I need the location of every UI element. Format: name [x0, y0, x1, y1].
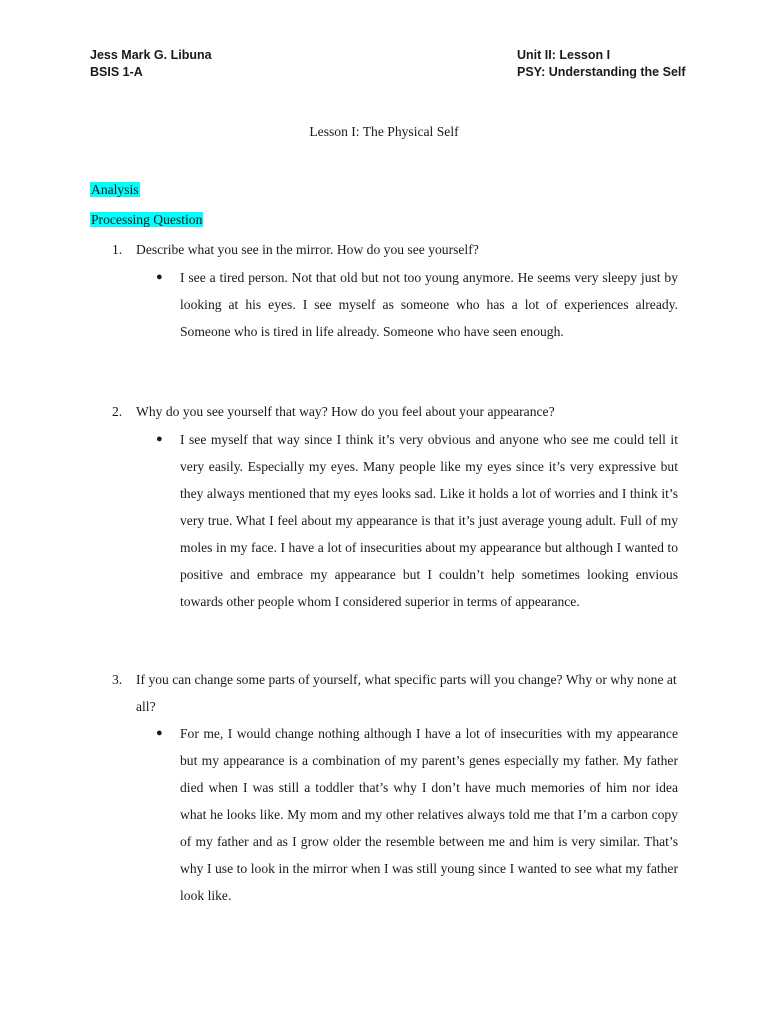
bullet-icon: ● [156, 433, 163, 445]
question-text: Why do you see yourself that way? How do you feel about your appearance? [136, 404, 555, 419]
question-text: If you can change some parts of yourself, what specific parts will you change? Why or why none at all? [136, 672, 677, 714]
unit-label: Unit II: Lesson I [517, 48, 611, 62]
header-left [90, 47, 212, 81]
analysis-heading [90, 180, 140, 200]
student-name: Jess Mark G. Libuna [90, 48, 212, 62]
bullet-icon: ● [156, 727, 163, 739]
question-3 [112, 666, 682, 720]
answer-text: I see a tired person. Not that old but not too young anymore. He seems very sleepy just by looking at his eyes. I see myself as someone who has a lot of experiences already. Someone who is tired in life already. Someone who have seen enough. [180, 270, 678, 339]
question-number: 1. [112, 242, 123, 257]
question-number: 3. [112, 672, 123, 687]
bullet-icon: ● [156, 271, 163, 283]
question-1 [112, 236, 682, 263]
student-section: BSIS 1-A [90, 65, 143, 79]
header-right [517, 47, 686, 81]
answer-1 [156, 264, 678, 345]
question-number: 2. [112, 404, 123, 419]
question-text: Describe what you see in the mirror. How do you see yourself? [136, 242, 479, 257]
processing-heading-text: Processing Question [91, 212, 203, 227]
analysis-heading-text: Analysis [91, 182, 139, 197]
answer-2 [156, 426, 678, 615]
answer-text: For me, I would change nothing although I have a lot of insecurities with my appearance but my appearance is a combination of my parent’s genes especially my father. My father died when I was still a toddler that’s why I don’t have much memories of him nor idea what he looks like. My mom and my other relatives always told me that I’m a carbon copy of my father and as I grow older the resemble between me and him is very similar. That’s why I use to look in the mirror when I was still young since I wanted to see what my father look like. [180, 726, 678, 903]
answer-text: I see myself that way since I think it’s very obvious and anyone who see me could tell it very easily. Especially my eyes. Many people like my eyes since it’s very expressive but they always mentioned that my eyes looks sad. Like it holds a lot of worries and I think it’s very true. What I feel about my appearance is that it’s just average young adult. Full of my moles in my face. I have a lot of insecurities about my appearance but although I wanted to positive and embrace my appearance but I couldn’t help sometimes looking envious towards other people whom I considered superior in terms of appearance. [180, 432, 678, 609]
question-2 [112, 398, 682, 425]
course-label: PSY: Understanding the Self [517, 65, 686, 79]
lesson-title: Lesson I: The Physical Self [309, 124, 459, 139]
answer-3 [156, 720, 678, 909]
processing-heading [90, 210, 203, 230]
